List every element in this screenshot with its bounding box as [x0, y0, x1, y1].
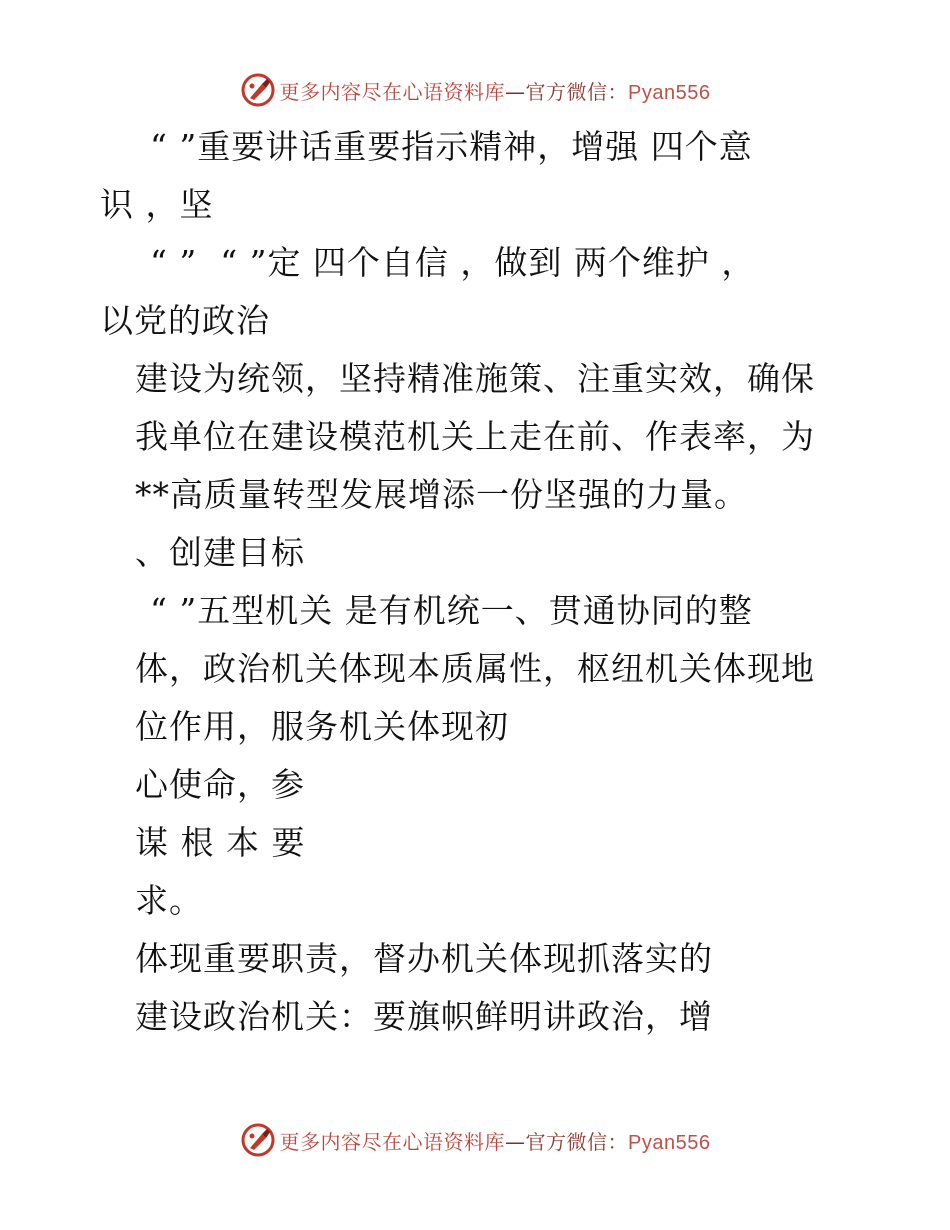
body-line: 心使命，参 [135, 765, 305, 804]
watermark-wechat-id: Pyan556 [628, 81, 711, 104]
watermark-wechat-label: 官方微信： [525, 1129, 629, 1154]
header-watermark [0, 70, 950, 110]
body-line: “ ”五型机关 是有机统一、贯通协同的整 [150, 591, 753, 630]
watermark-separator: — [505, 1129, 526, 1154]
watermark-brand: 更多内容尽在心语资料库 [279, 79, 506, 104]
body-line: “ ”重要讲话重要指示精神，增强 四个意 [150, 127, 753, 166]
footer-watermark [0, 1120, 950, 1160]
watermark-wechat-id: Pyan556 [628, 1131, 711, 1154]
body-line: 体现重要职责，督办机关体现抓落实的 [135, 939, 713, 978]
body-line: 求。 [135, 881, 203, 920]
body-line: 建设政治机关：要旗帜鲜明讲政治，增 [135, 997, 713, 1036]
body-line: 体，政治机关体现本质属性，枢纽机关体现地 [135, 649, 815, 688]
body-line: 、创建目标 [135, 533, 305, 572]
pen-logo-icon [240, 1122, 276, 1158]
body-line: 以党的政治 [100, 301, 270, 340]
watermark-separator: — [505, 79, 526, 104]
body-line: 谋 根 本 要 [135, 823, 306, 862]
watermark-brand: 更多内容尽在心语资料库 [279, 1129, 506, 1154]
pen-logo-icon [240, 72, 276, 108]
body-line: 识 ，坚 [100, 185, 214, 224]
body-line: 建设为统领，坚持精准施策、注重实效，确保 [135, 359, 815, 398]
body-line: 我单位在建设模范机关上走在前、作表率，为 [135, 417, 815, 456]
watermark-wechat-label: 官方微信： [525, 79, 629, 104]
body-line: “ ” “ ”定 四个自信 ，做到 两个维护 ， [150, 243, 756, 282]
body-line: **高质量转型发展增添一份坚强的力量。 [135, 475, 748, 514]
body-line: 位作用，服务机关体现初 [135, 707, 509, 746]
